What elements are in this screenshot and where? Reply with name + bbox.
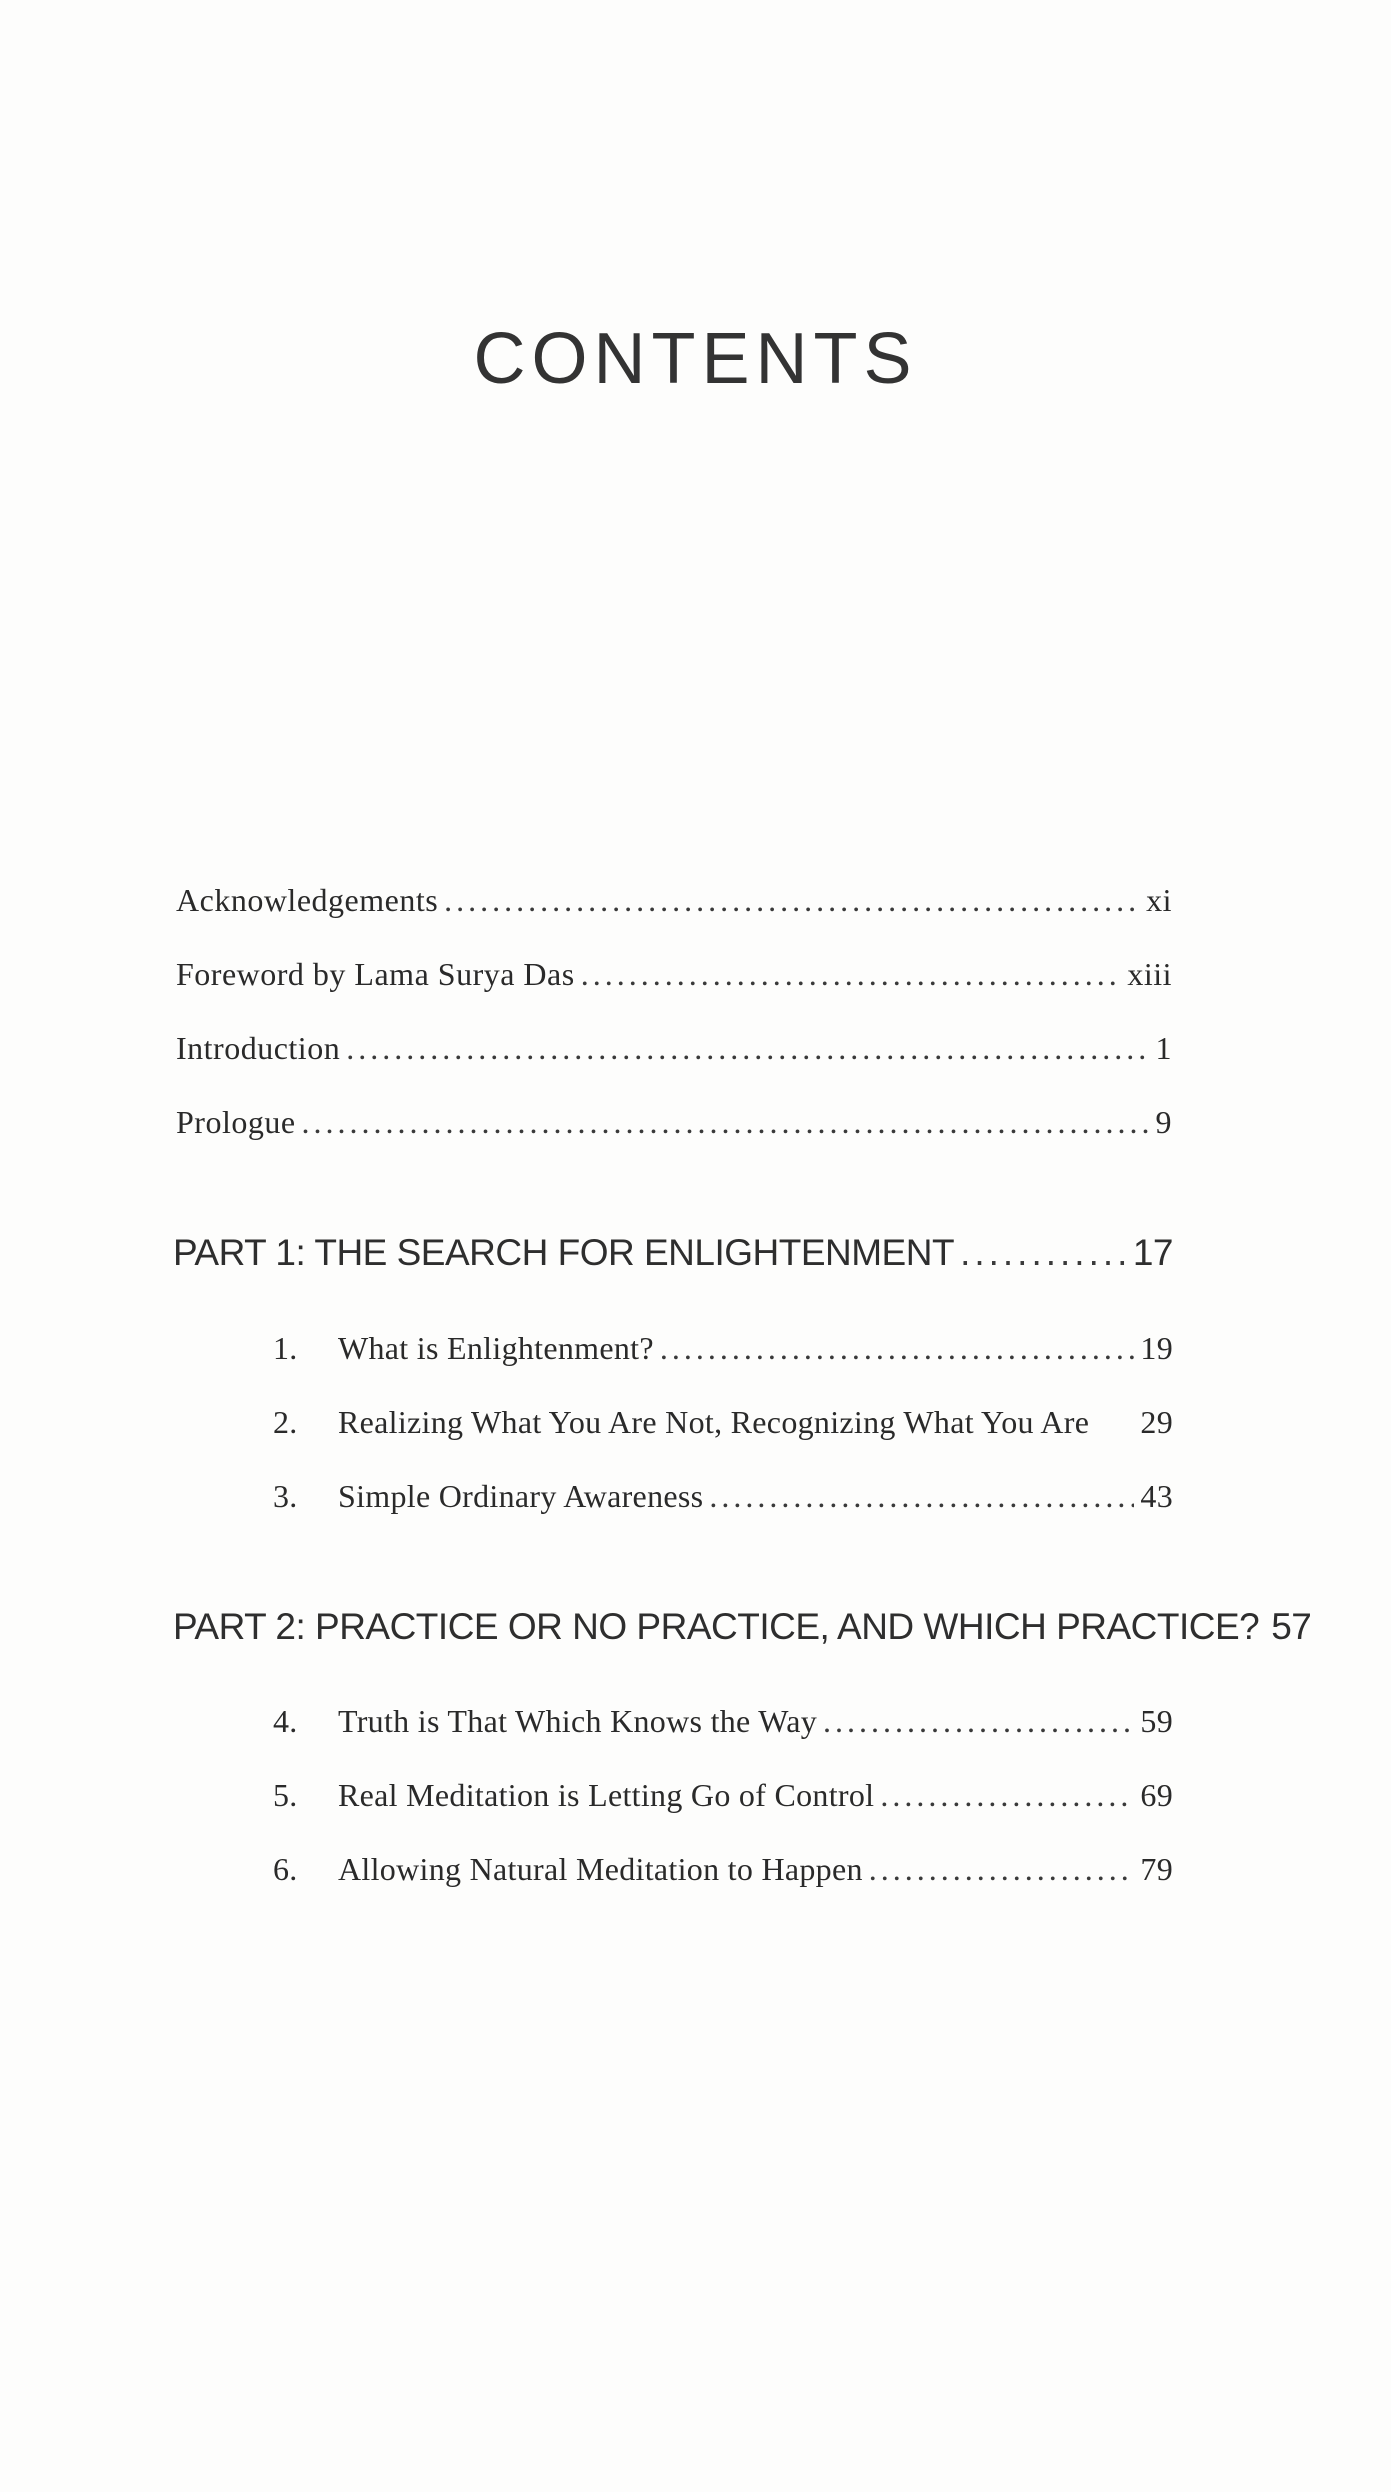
- toc-entry-page: 1: [1155, 1030, 1172, 1066]
- chapter-title: Real Meditation is Letting Go of Control: [338, 1777, 875, 1813]
- chapter-page: 19: [1140, 1330, 1173, 1366]
- toc-part-page: 17: [1132, 1232, 1173, 1273]
- toc-chapter-1[interactable]: [273, 1330, 1173, 1367]
- toc-entry-title: Introduction: [176, 1030, 341, 1066]
- dot-leader: [444, 882, 1140, 919]
- toc-part-page: 57: [1271, 1606, 1312, 1647]
- chapter-number: 4.: [273, 1703, 298, 1739]
- toc-entry-page: 9: [1155, 1104, 1172, 1140]
- toc-chapter-2[interactable]: [273, 1404, 1173, 1441]
- toc-entry-title: Foreword by Lama Surya Das: [176, 956, 575, 992]
- toc-entry-introduction[interactable]: [176, 1030, 1172, 1067]
- toc-chapter-4[interactable]: [273, 1703, 1173, 1740]
- chapter-page: 43: [1140, 1478, 1173, 1514]
- toc-entry-page: xiii: [1127, 956, 1172, 992]
- toc-entry-prologue[interactable]: [176, 1104, 1172, 1141]
- chapter-number: 5.: [273, 1777, 298, 1813]
- chapter-number: 6.: [273, 1851, 298, 1887]
- toc-entry-foreword[interactable]: [176, 956, 1172, 993]
- dot-leader: [869, 1851, 1135, 1888]
- chapter-page: 69: [1140, 1777, 1173, 1813]
- chapter-page: 29: [1140, 1404, 1173, 1440]
- chapter-title: Simple Ordinary Awareness: [338, 1478, 704, 1514]
- toc-entry-title: Acknowledgements: [176, 882, 439, 918]
- dot-leader: [346, 1030, 1149, 1067]
- chapter-number: 3.: [273, 1478, 298, 1514]
- chapter-title: Truth is That Which Knows the Way: [338, 1703, 818, 1739]
- chapter-number: 1.: [273, 1330, 298, 1366]
- page-title: CONTENTS: [473, 319, 918, 399]
- toc-part-2[interactable]: [173, 1606, 1312, 1648]
- dot-leader: [660, 1330, 1135, 1367]
- dot-leader: [960, 1232, 1127, 1274]
- chapter-page: 59: [1140, 1703, 1173, 1739]
- chapter-title: Allowing Natural Meditation to Happen: [338, 1851, 863, 1887]
- toc-entry-title: Prologue: [176, 1104, 296, 1140]
- toc-chapter-5[interactable]: [273, 1777, 1173, 1814]
- dot-leader: [709, 1478, 1134, 1515]
- toc-chapter-3[interactable]: [273, 1478, 1173, 1515]
- dot-leader: [581, 956, 1122, 993]
- toc-entry-page: xi: [1146, 882, 1172, 918]
- chapter-title: What is Enlightenment?: [338, 1330, 654, 1366]
- toc-part-title: PART 1: THE SEARCH FOR ENLIGHTENMENT: [173, 1232, 955, 1273]
- chapter-page: 79: [1140, 1851, 1173, 1887]
- toc-part-1[interactable]: [173, 1232, 1173, 1274]
- dot-leader: [880, 1777, 1134, 1814]
- chapter-title: Realizing What You Are Not, Recognizing What You Are: [338, 1404, 1090, 1440]
- chapter-number: 2.: [273, 1404, 298, 1440]
- toc-chapter-6[interactable]: [273, 1851, 1173, 1888]
- toc-part-title: PART 2: PRACTICE OR NO PRACTICE, AND WHICH PRACTICE?: [173, 1606, 1260, 1647]
- dot-leader: [823, 1703, 1134, 1740]
- toc-entry-acknowledgements[interactable]: [176, 882, 1172, 919]
- dot-leader: [302, 1104, 1150, 1141]
